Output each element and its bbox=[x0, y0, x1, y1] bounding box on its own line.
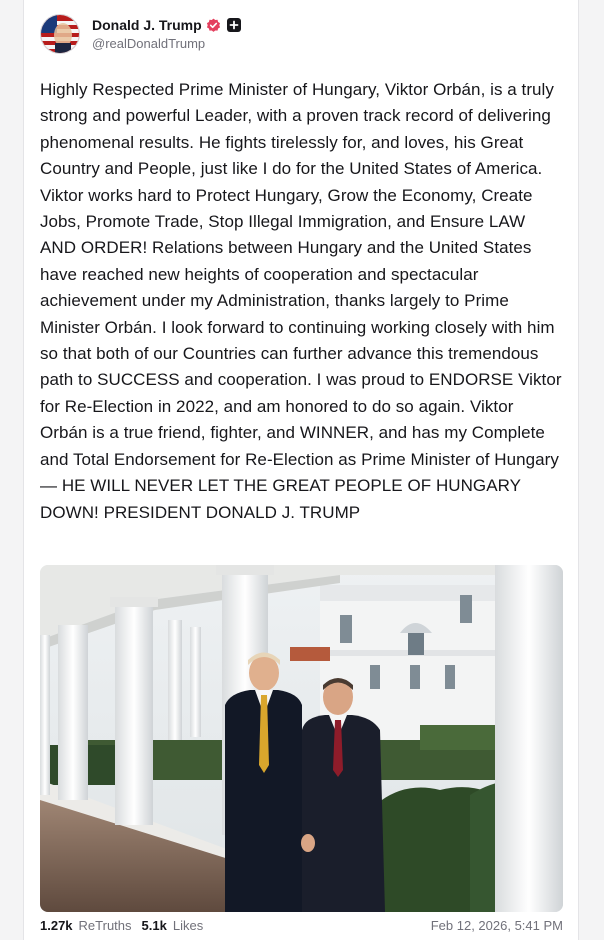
post-timestamp[interactable]: Feb 12, 2026, 5:41 PM bbox=[430, 918, 563, 933]
author-handle[interactable]: @realDonaldTrump bbox=[92, 36, 206, 51]
author-names bbox=[92, 17, 241, 51]
verified-badge-icon bbox=[206, 18, 221, 33]
premium-plus-icon bbox=[227, 18, 241, 32]
likes-label[interactable]: Likes bbox=[172, 918, 204, 933]
post-body-text: Highly Respected Prime Minister of Hungary, Viktor Orbán, is a truly strong and powerful Leader, with a proven track record of delivering phenomenal results. He fights tirelessly for, and loves, his Great Country and People, just like I do for the United States of America. Viktor works hard to Protect Hungary, Grow the Economy, Create Jobs, Promote Trade, Stop Illegal Immigration, and Ensure LAW AND ORDER! Relations between Hungary and the United States have reached new heights of cooperation and spectacular achievement under my Administration, thanks largely to Prime Minister Orbán. I look forward to continuing working closely with him so that both of our Countries can further advance this tremendous path to SUCCESS and cooperation. I was proud to ENDORSE Viktor for Re-Election in 2022, and am honored to do so again. Viktor Orbán is a true friend, fighter, and WINNER, and has my Complete and Total Endorsement for Re-Election as Prime Minister of Hungary — HE WILL NEVER LET THE GREAT PEOPLE OF HUNGARY DOWN! PRESIDENT DONALD J. TRUMP bbox=[40, 80, 562, 522]
retruths-label[interactable]: ReTruths bbox=[78, 918, 132, 933]
post-header bbox=[40, 14, 241, 54]
likes-count[interactable]: 5.1k bbox=[141, 918, 167, 933]
post-image[interactable] bbox=[40, 565, 563, 912]
avatar[interactable] bbox=[40, 14, 80, 54]
retruths-count[interactable]: 1.27k bbox=[40, 918, 73, 933]
post-card bbox=[23, 0, 579, 940]
post-stats-bar bbox=[40, 918, 563, 933]
author-display-name[interactable]: Donald J. Trump bbox=[92, 17, 202, 33]
